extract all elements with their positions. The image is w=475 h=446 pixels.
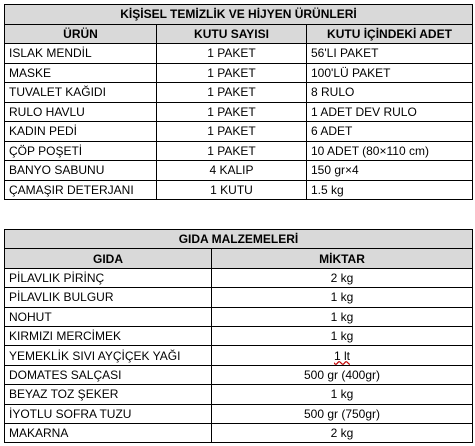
table-header-row	[5, 24, 473, 44]
product-name-cell: ISLAK MENDİL	[5, 44, 157, 64]
box-content-cell: 100'LÜ PAKET	[307, 63, 473, 83]
table-title-row	[5, 5, 473, 25]
food-name-cell: PİLAVLIK PİRİNÇ	[5, 268, 212, 287]
table-row	[5, 141, 473, 161]
product-name-cell: KADIN PEDİ	[5, 122, 157, 142]
table-row	[5, 63, 473, 83]
food-name-cell: PİLAVLIK BULGUR	[5, 288, 212, 307]
quantity-cell: 1 kg	[212, 326, 473, 345]
box-count-cell: 1 PAKET	[157, 122, 307, 142]
box-count-cell: 1 PAKET	[157, 83, 307, 103]
box-count-cell: 1 PAKET	[157, 102, 307, 122]
table-row	[5, 180, 473, 200]
product-name-cell: BANYO SABUNU	[5, 161, 157, 181]
quantity-cell	[212, 346, 473, 365]
food-name-cell: MAKARNA	[5, 423, 212, 442]
food-name-cell: YEMEKLİK SIVI AYÇİÇEK YAĞI	[5, 346, 212, 365]
table-row	[5, 83, 473, 103]
box-count-cell: 1 PAKET	[157, 44, 307, 64]
box-content-cell: 1.5 kg	[307, 180, 473, 200]
table-row	[5, 161, 473, 181]
table-row	[5, 307, 473, 326]
food-table-title: GIDA MALZEMELERİ	[5, 230, 473, 249]
quantity-cell: 2 kg	[212, 268, 473, 287]
table-row	[5, 326, 473, 345]
table-row	[5, 44, 473, 64]
column-header: ÜRÜN	[5, 24, 157, 44]
box-content-cell: 150 gr×4	[307, 161, 473, 181]
table-row	[5, 102, 473, 122]
column-header: GIDA	[5, 249, 212, 268]
column-header: KUTU SAYISI	[157, 24, 307, 44]
product-name-cell: ÇAMAŞIR DETERJANI	[5, 180, 157, 200]
food-name-cell: KIRMIZI MERCİMEK	[5, 326, 212, 345]
table-row	[5, 122, 473, 142]
quantity-value: 1 lt	[333, 348, 350, 363]
table-row	[5, 268, 473, 287]
table-row	[5, 288, 473, 307]
quantity-cell: 500 gr (400gr)	[212, 365, 473, 384]
box-content-cell: 6 ADET	[307, 122, 473, 142]
box-content-cell: 10 ADET (80×110 cm)	[307, 141, 473, 161]
product-name-cell: ÇÖP POŞETİ	[5, 141, 157, 161]
box-count-cell: 1 PAKET	[157, 141, 307, 161]
product-name-cell: MASKE	[5, 63, 157, 83]
table-row	[5, 423, 473, 442]
product-name-cell: RULO HAVLU	[5, 102, 157, 122]
box-content-cell: 56'LI PAKET	[307, 44, 473, 64]
quantity-cell: 1 kg	[212, 288, 473, 307]
food-name-cell: İYOTLU SOFRA TUZU	[5, 404, 212, 423]
box-count-cell: 1 PAKET	[157, 63, 307, 83]
column-header: MİKTAR	[212, 249, 473, 268]
table-title-row	[5, 230, 473, 249]
table-row	[5, 365, 473, 384]
box-count-cell: 4 KALIP	[157, 161, 307, 181]
table-row	[5, 385, 473, 404]
quantity-cell: 1 kg	[212, 385, 473, 404]
food-supplies-table	[4, 229, 473, 443]
column-header: KUTU İÇİNDEKİ ADET	[307, 24, 473, 44]
box-count-cell: 1 KUTU	[157, 180, 307, 200]
box-content-cell: 1 ADET DEV RULO	[307, 102, 473, 122]
quantity-cell: 2 kg	[212, 423, 473, 442]
quantity-cell: 1 kg	[212, 307, 473, 326]
table-header-row	[5, 249, 473, 268]
food-name-cell: DOMATES SALÇASI	[5, 365, 212, 384]
hygiene-table-title: KİŞİSEL TEMİZLİK VE HİJYEN ÜRÜNLERİ	[5, 5, 473, 25]
box-content-cell: 8 RULO	[307, 83, 473, 103]
food-name-cell: NOHUT	[5, 307, 212, 326]
quantity-cell: 500 gr (750gr)	[212, 404, 473, 423]
table-row	[5, 404, 473, 423]
food-name-cell: BEYAZ TOZ ŞEKER	[5, 385, 212, 404]
table-row	[5, 346, 473, 365]
hygiene-products-table	[4, 4, 473, 200]
product-name-cell: TUVALET KAĞIDI	[5, 83, 157, 103]
